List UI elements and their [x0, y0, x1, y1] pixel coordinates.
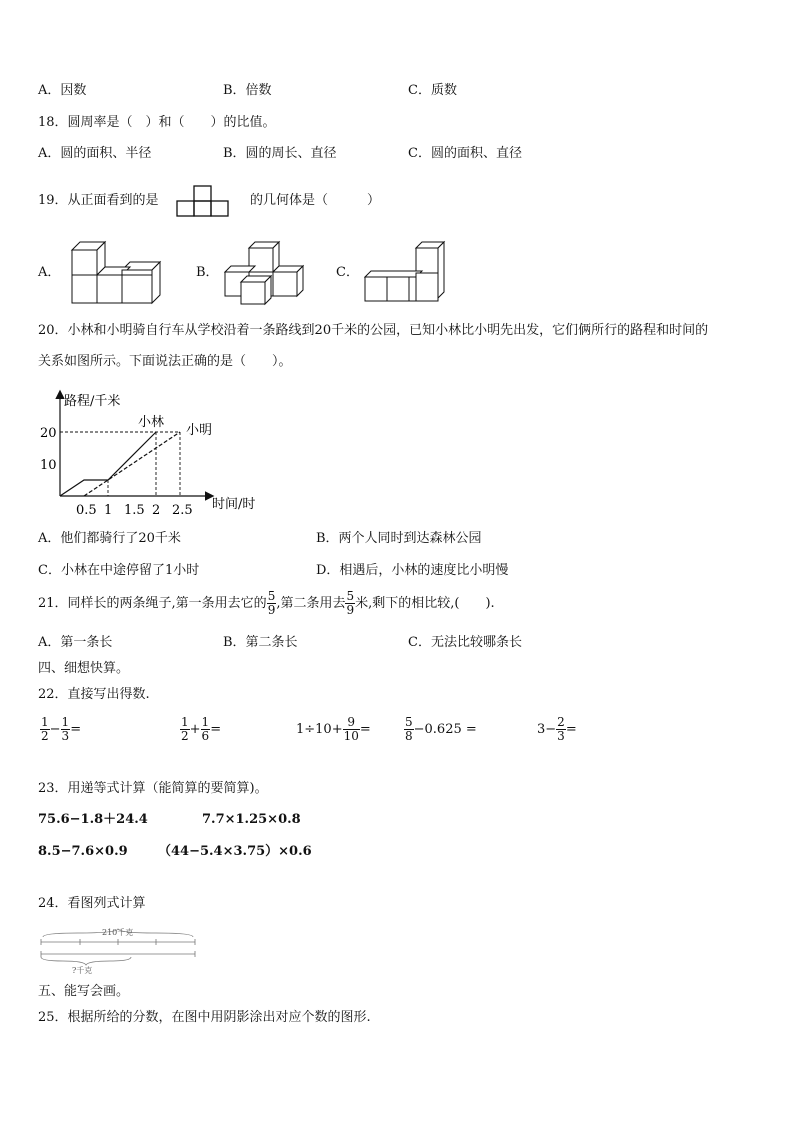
e3-pre: 1÷10+ — [296, 722, 343, 737]
e2-a-den: 2 — [181, 729, 189, 743]
q21-option-a: A．第一条长 — [38, 635, 113, 650]
e5-b-den: 3 — [557, 729, 565, 743]
q20-option-a: A．他们都骑行了20千米 — [38, 531, 181, 546]
q23-calc-1: 75.6−1.8＋24.4 — [38, 812, 148, 827]
series-label-0: 小林 — [138, 415, 165, 430]
x-axis-label: 时间/时 — [212, 497, 256, 512]
q20-option-b: B．两个人同时到达森林公园 — [316, 531, 482, 546]
q19-option-c: C． — [336, 265, 359, 280]
y-axis-label: 路程/千米 — [64, 394, 121, 409]
q18-option-a: A．圆的面积、半径 — [38, 146, 152, 161]
e1-op: − — [49, 722, 61, 737]
e1-eq: = — [70, 722, 82, 737]
q23-calc-2: 7.7×1.25×0.8 — [202, 812, 301, 827]
solid-figure-b — [224, 240, 304, 306]
e1-b-den: 3 — [61, 729, 70, 743]
q21-f2-den: 9 — [346, 603, 355, 617]
q22-expr-1 — [40, 713, 81, 747]
y-tick-label: 20 — [40, 426, 57, 441]
q20-stem-line1: 20．小林和小明骑自行车从学校沿着一条路线到20千米的公园，已知小林比小明先出发，它们俩所行的路程和时间的 — [38, 323, 709, 338]
q21-f1-den: 9 — [267, 603, 276, 617]
q23-stem: 23．用递等式计算（能简算的要简算)。 — [38, 781, 268, 796]
q20-option-c: C．小林在中途停留了1小时 — [38, 563, 200, 578]
x-tick-label: 2.5 — [172, 503, 193, 518]
series-line-1 — [84, 432, 180, 496]
y-tick-label: 10 — [40, 458, 57, 473]
e2-a-num: 1 — [181, 715, 189, 729]
e4-post: −0.625 = — [413, 722, 477, 737]
q21-fraction-1 — [267, 590, 277, 617]
x-tick-label: 2 — [152, 503, 161, 518]
e5-eq: = — [565, 722, 577, 737]
q23-calc-4: （44−5.4×3.75）×0.6 — [158, 844, 312, 859]
q21-fraction-2 — [345, 590, 355, 617]
e3-eq: = — [359, 722, 371, 737]
section-4-heading: 四、细想快算。 — [38, 661, 130, 676]
q17-option-a: A．因数 — [38, 83, 87, 98]
distance-time-chart — [30, 388, 270, 518]
q18-stem: 18．圆周率是（ ）和（ ）的比值。 — [38, 115, 276, 130]
solid-figure-a — [68, 240, 166, 306]
q24-stem: 24．看图列式计算 — [38, 896, 146, 911]
e2-eq: = — [210, 722, 222, 737]
q23-calc-3: 8.5−7.6×0.9 — [38, 844, 128, 859]
q21-f2-num: 5 — [346, 589, 355, 603]
e1-b-num: 1 — [61, 715, 70, 729]
e3-b-num: 9 — [343, 716, 360, 730]
q19-option-b: B． — [196, 265, 219, 280]
x-tick-label: 1.5 — [124, 503, 145, 518]
front-view-figure — [175, 185, 231, 217]
q21-option-c: C．无法比较哪条长 — [408, 635, 522, 650]
q21-f1-num: 5 — [267, 589, 276, 603]
q19-stem-b: 的几何体是（ ） — [250, 193, 381, 208]
e1-a-num: 1 — [41, 715, 49, 729]
q24-segment-diagram — [38, 923, 200, 975]
e3-b-den: 10 — [343, 729, 359, 743]
q24-top-label: 210千克 — [102, 928, 134, 937]
x-tick-label: 0.5 — [76, 503, 97, 518]
q18-option-b: B．圆的周长、直径 — [223, 146, 337, 161]
e4-a-num: 5 — [405, 715, 413, 729]
q21-stem-c: 米,剩下的相比较,( ). — [355, 596, 495, 611]
section-5-heading: 五、能写会画。 — [38, 984, 130, 999]
q20-stem-line2: 关系如图所示。下面说法正确的是（ ）。 — [38, 354, 292, 369]
q20-option-d: D．相遇后，小林的速度比小明慢 — [316, 563, 509, 578]
q25-stem: 25．根据所给的分数，在图中用阴影涂出对应个数的图形. — [38, 1010, 371, 1025]
q21-stem-b: ,第二条用去 — [276, 596, 346, 611]
e5-b-num: 2 — [557, 715, 565, 729]
q21-stem-a: 21．同样长的两条绳子,第一条用去它的 — [38, 596, 267, 611]
e1-a-den: 2 — [41, 729, 49, 743]
e2-b-den: 6 — [201, 729, 210, 743]
series-label-1: 小明 — [186, 423, 213, 438]
e5-pre: 3− — [537, 722, 557, 737]
q24-bottom-label: ?千克 — [72, 966, 93, 975]
e2-b-num: 1 — [201, 715, 210, 729]
q19-option-a: A． — [38, 265, 61, 280]
q22-expr-5 — [537, 713, 577, 747]
e4-a-den: 8 — [405, 729, 413, 743]
q22-expr-2 — [180, 713, 221, 747]
q21-option-b: B．第二条长 — [223, 635, 298, 650]
q22-expr-3 — [296, 713, 371, 747]
e2-op: + — [189, 722, 201, 737]
q21-stem — [38, 588, 495, 620]
q18-option-c: C．圆的面积、直径 — [408, 146, 522, 161]
solid-figure-c — [364, 240, 446, 306]
q19-stem-a: 19．从正面看到的是 — [38, 193, 159, 208]
x-tick-label: 1 — [104, 503, 113, 518]
q22-stem: 22．直接写出得数. — [38, 687, 150, 702]
q22-expr-4 — [404, 713, 477, 747]
q17-option-b: B．倍数 — [223, 83, 272, 98]
q17-option-c: C．质数 — [408, 83, 457, 98]
